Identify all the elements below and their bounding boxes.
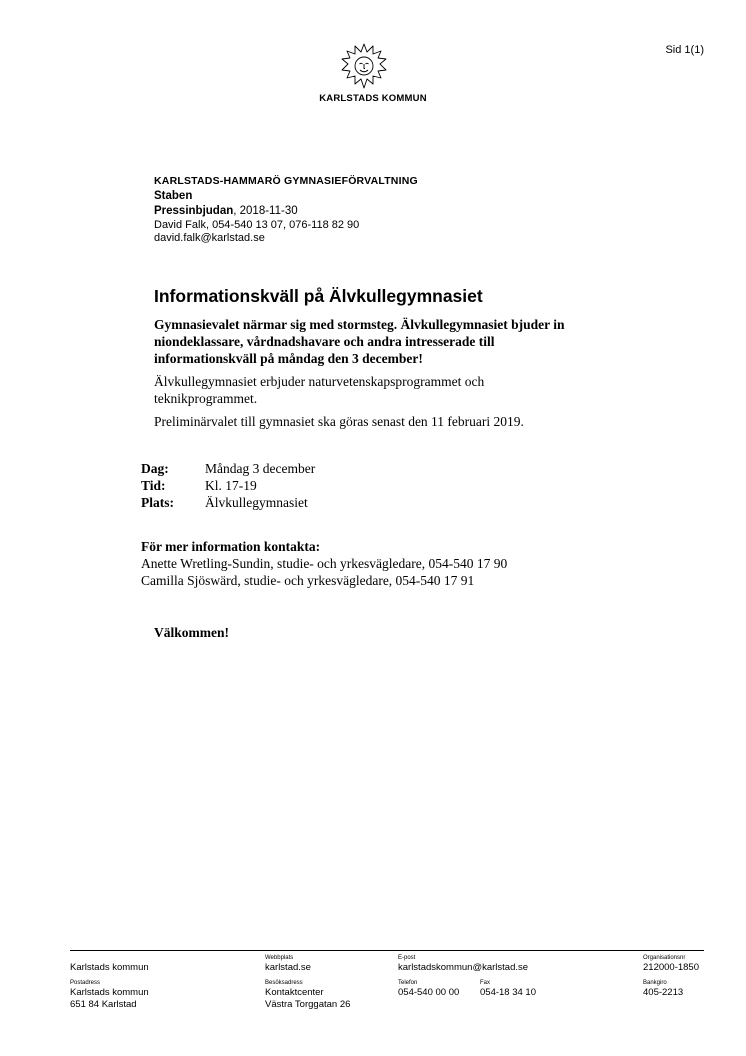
footer-name: Karlstads kommun [70, 962, 149, 973]
department-name: KARLSTADS-HAMMARÖ GYMNASIEFÖRVALTNING [154, 175, 418, 187]
page-number: Sid 1(1) [665, 44, 704, 56]
footer-value: 054-540 00 00 [398, 987, 460, 998]
contact-person: Camilla Sjöswärd, studie- och yrkesvägledare, 054-540 17 91 [141, 573, 475, 588]
contact-heading: För mer information kontakta: [141, 539, 321, 554]
footer-web: karlstad.se [265, 962, 311, 973]
footer-post-col [70, 980, 149, 1011]
footer-visit-col [265, 980, 350, 1011]
event-label: Tid: [141, 478, 166, 493]
footer-web-col [265, 955, 311, 974]
lead-line: Gymnasievalet närmar sig med stormsteg. Älvkullegymnasiet bjuder in [154, 317, 565, 332]
event-row [141, 477, 315, 494]
footer-divider [70, 950, 704, 951]
footer-value: Kontaktcenter [265, 987, 324, 998]
event-value: Kl. 17-19 [205, 478, 257, 493]
event-value: Måndag 3 december [205, 461, 316, 476]
unit-name: Staben [154, 190, 193, 202]
footer-value: Karlstads kommun [70, 987, 149, 998]
footer-value: Västra Torggatan 26 [265, 999, 351, 1010]
headline: Informationskväll på Älvkullegymnasiet [154, 286, 483, 306]
lead-line: informationskväll på måndag den 3 december! [154, 351, 423, 366]
footer-value: 405-2213 [643, 987, 684, 998]
footer-label: Postadress [70, 980, 101, 986]
footer-value: 212000-1850 [643, 962, 699, 973]
paragraph-line: Älvkullegymnasiet erbjuder naturvetenskapsprogrammet och [154, 374, 485, 389]
event-label: Dag: [141, 461, 169, 476]
footer-label: Besöksadress [265, 980, 303, 986]
footer-value: 651 84 Karlstad [70, 999, 137, 1010]
footer-label: Organisationsnr [643, 955, 686, 961]
sun-logo-icon [341, 43, 387, 89]
footer-email-col [398, 955, 528, 974]
footer-label: Webbplats [265, 955, 294, 961]
lead-line: niondeklassare, vårdnadshavare och andra intresserade till [154, 334, 495, 349]
footer-label: Bankgiro [643, 980, 667, 986]
document-type: Pressinbjudan [154, 205, 234, 217]
footer-org-col [643, 955, 699, 974]
body-text [154, 316, 624, 436]
paragraph: Preliminärvalet till gymnasiet ska göras senast den 11 februari 2019. [154, 414, 524, 429]
event-row [141, 460, 315, 477]
sender-block [154, 174, 418, 245]
paragraph-line: teknikprogrammet. [154, 391, 258, 406]
event-details [141, 460, 315, 511]
event-row [141, 494, 315, 511]
event-value: Älvkullegymnasiet [205, 495, 308, 510]
footer-fax-col [480, 980, 536, 999]
sender-email: david.falk@karlstad.se [154, 232, 265, 244]
footer-email: karlstadskommun@karlstad.se [398, 962, 529, 973]
document-date: , 2018-11-30 [233, 205, 298, 217]
organization-name: KARLSTADS KOMMUN [319, 93, 427, 104]
footer-phone-col [398, 980, 459, 999]
footer-label: Fax [480, 980, 491, 986]
footer-name-col [70, 962, 149, 974]
paragraph [154, 373, 624, 407]
event-label: Plats: [141, 495, 174, 510]
footer-label: E-post [398, 955, 416, 961]
footer-label: Telefon [398, 980, 418, 986]
footer-value: 054-18 34 10 [480, 987, 536, 998]
contact-block [141, 538, 507, 589]
contact-line: David Falk, 054-540 13 07, 076-118 82 90 [154, 219, 360, 231]
contact-person: Anette Wretling-Sundin, studie- och yrkesvägledare, 054-540 17 90 [141, 556, 508, 571]
footer-bank-col [643, 980, 683, 999]
lead-paragraph [154, 316, 624, 367]
closing-text: Välkommen! [154, 625, 229, 640]
